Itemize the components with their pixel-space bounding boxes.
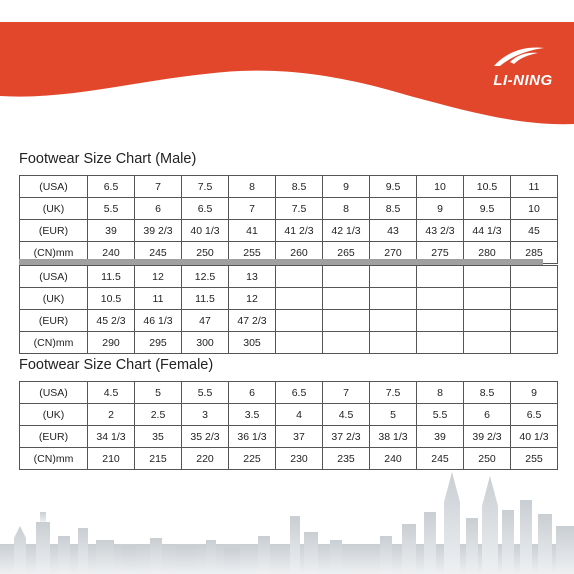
- li-ning-logo-icon: [488, 44, 548, 70]
- size-cell: 210: [88, 448, 135, 470]
- size-cell: 245: [135, 242, 182, 264]
- row-label: (EUR): [20, 426, 88, 448]
- size-cell: 3.5: [229, 404, 276, 426]
- size-cell: 6.5: [182, 198, 229, 220]
- table-row: [20, 288, 558, 310]
- size-cell: 39 2/3: [464, 426, 511, 448]
- size-cell: 41: [229, 220, 276, 242]
- size-cell: 8: [323, 198, 370, 220]
- size-cell: 7.5: [276, 198, 323, 220]
- table-row: [20, 220, 558, 242]
- size-cell: 35 2/3: [182, 426, 229, 448]
- size-cell: 275: [417, 242, 464, 264]
- row-label: (USA): [20, 176, 88, 198]
- size-cell: 12.5: [182, 266, 229, 288]
- size-cell: 7: [135, 176, 182, 198]
- empty-cell: [323, 310, 370, 332]
- size-cell: 11: [511, 176, 558, 198]
- row-label: (USA): [20, 266, 88, 288]
- male-size-table-continued: [19, 265, 558, 354]
- size-cell: 9: [323, 176, 370, 198]
- size-cell: 300: [182, 332, 229, 354]
- row-label: (UK): [20, 198, 88, 220]
- size-cell: 38 1/3: [370, 426, 417, 448]
- size-cell: 45 2/3: [88, 310, 135, 332]
- size-cell: 37 2/3: [323, 426, 370, 448]
- size-cell: 4: [276, 404, 323, 426]
- size-cell: 11.5: [88, 266, 135, 288]
- empty-cell: [464, 288, 511, 310]
- size-cell: 42 1/3: [323, 220, 370, 242]
- size-cell: 225: [229, 448, 276, 470]
- size-cell: 5.5: [182, 382, 229, 404]
- size-cell: 250: [182, 242, 229, 264]
- size-cell: 39: [88, 220, 135, 242]
- size-cell: 34 1/3: [88, 426, 135, 448]
- size-cell: 36 1/3: [229, 426, 276, 448]
- row-label: (UK): [20, 404, 88, 426]
- size-cell: 255: [229, 242, 276, 264]
- size-cell: 9: [417, 198, 464, 220]
- size-cell: 46 1/3: [135, 310, 182, 332]
- size-cell: 295: [135, 332, 182, 354]
- row-label: (UK): [20, 288, 88, 310]
- male-size-table: [19, 175, 558, 264]
- row-label: (EUR): [20, 220, 88, 242]
- female-chart-title: Footwear Size Chart (Female): [19, 357, 214, 373]
- row-label: (CN)mm: [20, 448, 88, 470]
- size-cell: 11: [135, 288, 182, 310]
- size-cell: 255: [511, 448, 558, 470]
- size-cell: 215: [135, 448, 182, 470]
- empty-cell: [417, 266, 464, 288]
- empty-cell: [323, 332, 370, 354]
- size-cell: 235: [323, 448, 370, 470]
- size-cell: 6.5: [276, 382, 323, 404]
- size-cell: 11.5: [182, 288, 229, 310]
- size-cell: 245: [417, 448, 464, 470]
- empty-cell: [511, 288, 558, 310]
- empty-cell: [276, 332, 323, 354]
- size-cell: 7: [323, 382, 370, 404]
- row-label: (CN)mm: [20, 332, 88, 354]
- size-cell: 270: [370, 242, 417, 264]
- empty-cell: [464, 266, 511, 288]
- size-cell: 9.5: [370, 176, 417, 198]
- size-cell: 10.5: [88, 288, 135, 310]
- size-cell: 8.5: [370, 198, 417, 220]
- size-cell: 39: [417, 426, 464, 448]
- size-cell: 305: [229, 332, 276, 354]
- size-cell: 4.5: [88, 382, 135, 404]
- size-cell: 265: [323, 242, 370, 264]
- row-label: (EUR): [20, 310, 88, 332]
- size-cell: 43 2/3: [417, 220, 464, 242]
- table-row: [20, 198, 558, 220]
- size-cell: 250: [464, 448, 511, 470]
- female-size-table: [19, 381, 558, 470]
- empty-cell: [276, 288, 323, 310]
- size-cell: 240: [88, 242, 135, 264]
- empty-cell: [464, 332, 511, 354]
- empty-cell: [417, 288, 464, 310]
- size-cell: 8.5: [464, 382, 511, 404]
- size-cell: 12: [229, 288, 276, 310]
- size-cell: 260: [276, 242, 323, 264]
- empty-cell: [464, 310, 511, 332]
- size-cell: 7.5: [370, 382, 417, 404]
- empty-cell: [276, 310, 323, 332]
- size-cell: 10: [511, 198, 558, 220]
- table-row: [20, 426, 558, 448]
- size-cell: 40 1/3: [511, 426, 558, 448]
- size-cell: 45: [511, 220, 558, 242]
- size-cell: 7.5: [182, 176, 229, 198]
- size-cell: 8.5: [276, 176, 323, 198]
- city-skyline-decoration: [0, 466, 574, 574]
- table-row: [20, 176, 558, 198]
- size-cell: 2.5: [135, 404, 182, 426]
- empty-cell: [276, 266, 323, 288]
- size-cell: 3: [182, 404, 229, 426]
- size-cell: 6: [229, 382, 276, 404]
- size-cell: 2: [88, 404, 135, 426]
- row-label: (CN)mm: [20, 242, 88, 264]
- size-cell: 6: [464, 404, 511, 426]
- size-cell: 5: [135, 382, 182, 404]
- size-cell: 240: [370, 448, 417, 470]
- size-cell: 285: [511, 242, 558, 264]
- size-cell: 47 2/3: [229, 310, 276, 332]
- male-chart-title: Footwear Size Chart (Male): [19, 151, 197, 167]
- size-cell: 37: [276, 426, 323, 448]
- size-cell: 35: [135, 426, 182, 448]
- empty-cell: [417, 332, 464, 354]
- size-cell: 43: [370, 220, 417, 242]
- size-cell: 39 2/3: [135, 220, 182, 242]
- size-cell: 47: [182, 310, 229, 332]
- empty-cell: [323, 288, 370, 310]
- empty-cell: [370, 288, 417, 310]
- size-cell: 280: [464, 242, 511, 264]
- row-label: (USA): [20, 382, 88, 404]
- size-cell: 220: [182, 448, 229, 470]
- size-cell: 40 1/3: [182, 220, 229, 242]
- empty-cell: [370, 310, 417, 332]
- size-cell: 230: [276, 448, 323, 470]
- size-cell: 13: [229, 266, 276, 288]
- empty-cell: [511, 332, 558, 354]
- size-cell: 6.5: [88, 176, 135, 198]
- size-cell: 10.5: [464, 176, 511, 198]
- size-cell: 8: [417, 382, 464, 404]
- size-cell: 41 2/3: [276, 220, 323, 242]
- size-cell: 5: [370, 404, 417, 426]
- size-cell: 7: [229, 198, 276, 220]
- table-row: [20, 266, 558, 288]
- empty-cell: [370, 266, 417, 288]
- size-cell: 6: [135, 198, 182, 220]
- table-row: [20, 310, 558, 332]
- empty-cell: [511, 310, 558, 332]
- size-cell: 5.5: [417, 404, 464, 426]
- size-cell: 6.5: [511, 404, 558, 426]
- empty-cell: [370, 332, 417, 354]
- size-cell: 44 1/3: [464, 220, 511, 242]
- empty-cell: [323, 266, 370, 288]
- size-cell: 12: [135, 266, 182, 288]
- size-cell: 9.5: [464, 198, 511, 220]
- brand-logo-text: LI-NING: [493, 72, 553, 89]
- size-cell: 9: [511, 382, 558, 404]
- empty-cell: [511, 266, 558, 288]
- size-cell: 290: [88, 332, 135, 354]
- empty-cell: [417, 310, 464, 332]
- table-row: [20, 332, 558, 354]
- size-cell: 5.5: [88, 198, 135, 220]
- table-row: [20, 382, 558, 404]
- size-cell: 8: [229, 176, 276, 198]
- size-cell: 4.5: [323, 404, 370, 426]
- size-cell: 10: [417, 176, 464, 198]
- table-row: [20, 404, 558, 426]
